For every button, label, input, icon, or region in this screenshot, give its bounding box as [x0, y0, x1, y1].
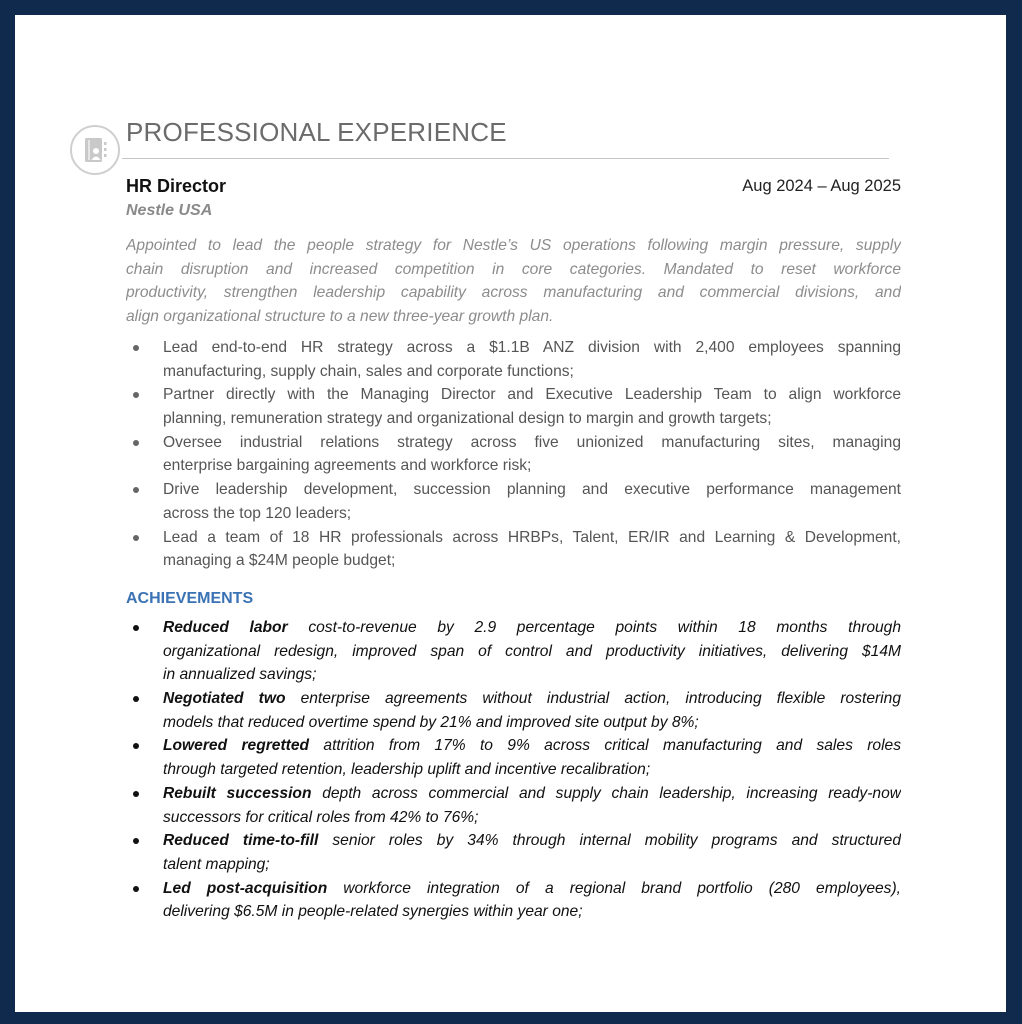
- item-line: Partner directly with the Managing Director and Executive Leadership Team to align workforce: [163, 386, 901, 404]
- achievement-text: attrition from 17% to 9% across critical manufacturing and sales roles: [309, 737, 901, 755]
- item-line: Drive leadership development, succession planning and executive performance management: [163, 481, 901, 499]
- achievement-text: depth across commercial and supply chain leadership, increasing ready-now: [311, 784, 901, 802]
- description-line: Appointed to lead the people strategy for Nestle’s US operations following margin pressure, supply: [126, 237, 901, 254]
- item-line: Oversee industrial relations strategy across five unionized manufacturing sites, managing: [163, 433, 901, 451]
- achievements-list: [126, 616, 901, 924]
- bullet-icon: [133, 440, 139, 446]
- item-line: [163, 734, 901, 758]
- responsibility-item: [126, 336, 901, 383]
- item-line: [163, 829, 901, 853]
- item-line: enterprise bargaining agreements and workforce risk;: [163, 457, 532, 475]
- bullet-icon: [133, 886, 139, 892]
- job-title: HR Director: [126, 176, 227, 196]
- section-divider: [122, 158, 889, 159]
- achievement-item: [126, 687, 901, 734]
- item-line: [163, 687, 901, 711]
- responsibility-item: [126, 526, 901, 573]
- description-line: chain disruption and increased competition in core categories. Mandated to reset workforce: [126, 260, 901, 278]
- responsibility-item: [126, 478, 901, 525]
- achievement-item: [126, 877, 901, 924]
- bullet-icon: [133, 696, 139, 702]
- item-line: managing a $24M people budget;: [163, 552, 396, 570]
- description-line: align organizational structure to a new three-year growth plan.: [126, 308, 554, 326]
- achievement-lead: Reduced labor: [163, 619, 288, 636]
- achievement-lead: Lowered regretted: [163, 737, 310, 755]
- item-line: [163, 782, 901, 806]
- item-line: across the top 120 leaders;: [163, 504, 352, 522]
- achievement-item: [126, 782, 901, 829]
- responsibility-item: [126, 383, 901, 430]
- achievement-item: [126, 734, 901, 781]
- bullet-icon: [133, 791, 139, 797]
- bullet-icon: [133, 392, 139, 398]
- bullet-icon: [133, 838, 139, 844]
- achievement-text: enterprise agreements without industrial action, introducing flexible rostering: [285, 690, 901, 708]
- achievement-text: senior roles by 34% through internal mobility programs and structured: [318, 832, 901, 850]
- item-line: organizational redesign, improved span of control and productivity initiatives, delivering $14M: [163, 642, 901, 660]
- item-line: Lead a team of 18 HR professionals across HRBPs, Talent, ER/IR and Learning & Development,: [163, 528, 901, 546]
- section-heading: PROFESSIONAL EXPERIENCE: [126, 117, 507, 147]
- item-line: models that reduced overtime spend by 21% and improved site output by 8%;: [163, 713, 699, 731]
- item-line: in annualized savings;: [163, 666, 317, 684]
- item-line: successors for critical roles from 42% to 76%;: [163, 808, 479, 826]
- achievement-lead: Led post-acquisition: [163, 879, 328, 897]
- achievement-item: [126, 829, 901, 876]
- achievement-item: [126, 616, 901, 687]
- item-line: delivering $6.5M in people-related synergies within year one;: [163, 903, 583, 921]
- bullet-icon: [133, 535, 139, 541]
- achievement-lead: Negotiated two: [163, 690, 286, 708]
- achievement-lead: Reduced time-to-fill: [163, 832, 319, 850]
- section-icon-badge: [70, 125, 120, 175]
- achievements-heading: ACHIEVEMENTS: [126, 590, 254, 607]
- bullet-icon: [133, 345, 139, 351]
- achievement-text: workforce integration of a regional brand portfolio (280 employees),: [327, 879, 901, 897]
- job-description: [126, 234, 901, 329]
- item-line: [163, 616, 901, 640]
- item-line: talent mapping;: [163, 855, 270, 873]
- item-line: Lead end-to-end HR strategy across a $1.1B ANZ division with 2,400 employees spanning: [163, 339, 901, 356]
- description-line: productivity, strengthen leadership capability across manufacturing and commercial divisions, and: [126, 284, 901, 302]
- bullet-icon: [133, 625, 139, 631]
- company-name: Nestle USA: [126, 202, 213, 219]
- achievement-text: cost-to-revenue by 2.9 percentage points within 18 months through: [287, 619, 901, 636]
- bullet-icon: [133, 743, 139, 749]
- item-line: planning, remuneration strategy and organizational design to margin and growth targets;: [163, 410, 772, 428]
- responsibilities-list: [126, 336, 901, 573]
- bullet-icon: [133, 487, 139, 493]
- item-line: [163, 877, 901, 901]
- item-line: through targeted retention, leadership uplift and incentive recalibration;: [163, 761, 651, 779]
- job-dates: Aug 2024 – Aug 2025: [742, 177, 901, 195]
- item-line: manufacturing, supply chain, sales and corporate functions;: [163, 362, 574, 380]
- contact-book-icon: [81, 136, 109, 164]
- achievement-lead: Rebuilt succession: [163, 784, 312, 802]
- responsibility-item: [126, 431, 901, 478]
